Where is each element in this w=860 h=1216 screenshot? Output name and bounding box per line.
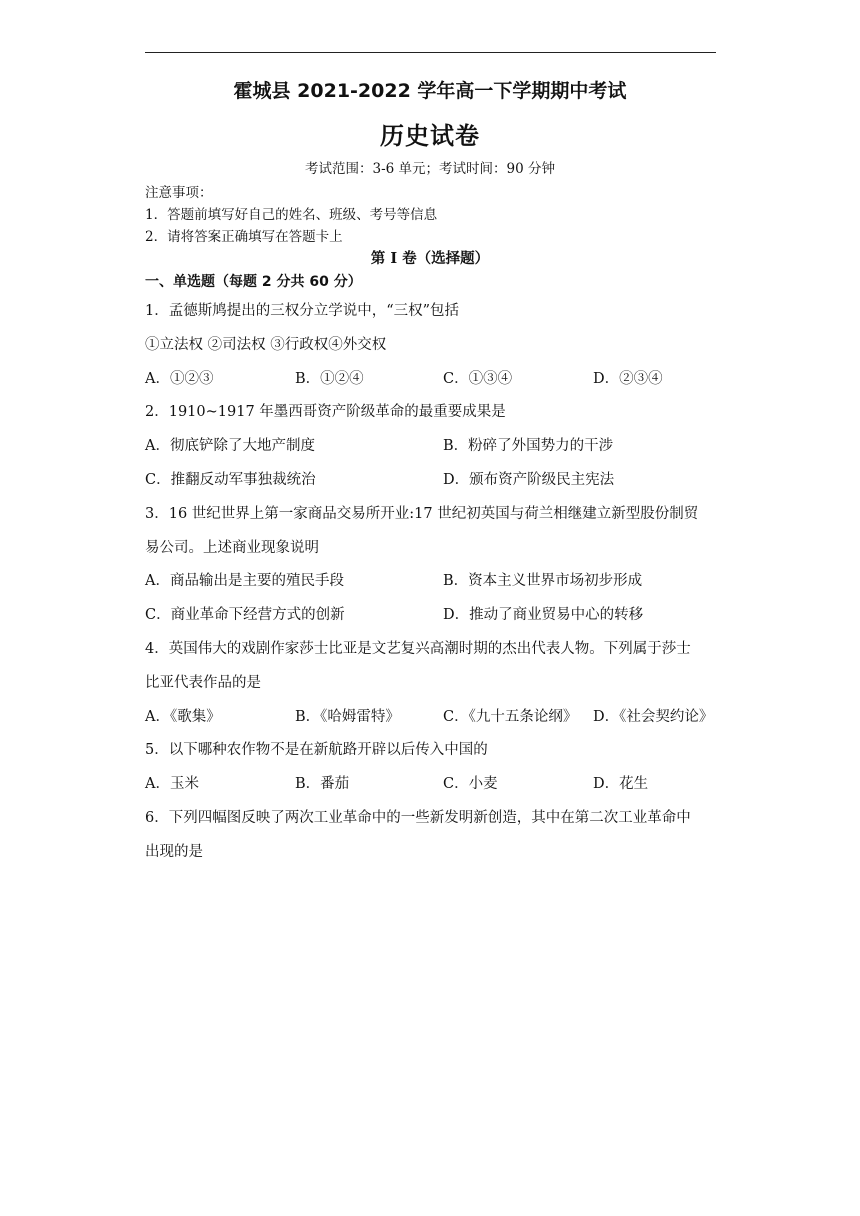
question-stem: 1．孟德斯鸠提出的三权分立学说中，“三权”包括 xyxy=(145,303,460,319)
option-b: B．粉碎了外国势力的干涉 xyxy=(443,438,614,454)
option-d: D．推动了商业贸易中心的转移 xyxy=(443,607,644,623)
subject-title: 历史试卷 xyxy=(380,122,480,150)
option-c: C．商业革命下经营方式的创新 xyxy=(145,607,345,623)
option-c: C．①③④ xyxy=(443,371,513,387)
option-a: A．玉米 xyxy=(145,776,199,792)
question-stem: ①立法权 ②司法权 ③行政权④外交权 xyxy=(145,337,387,353)
question-stem: 比亚代表作品的是 xyxy=(145,675,261,691)
part-title: 一、单选题（每题 2 分共 60 分） xyxy=(145,274,362,290)
question-stem: 出现的是 xyxy=(145,844,203,860)
option-c: C．推翻反动军事独裁统治 xyxy=(145,472,316,488)
option-a: A．彻底铲除了大地产制度 xyxy=(145,438,315,454)
option-b: B．资本主义世界市场初步形成 xyxy=(443,573,643,589)
option-c: C．《九十五条论纲》 xyxy=(443,709,578,725)
notes-heading: 注意事项： xyxy=(145,185,213,201)
option-a: A．《歌集》 xyxy=(145,709,221,725)
header-rule xyxy=(145,52,716,53)
exam-title: 霍城县 2021-2022 学年高一下学期期中考试 xyxy=(233,80,627,102)
option-b: B．①②④ xyxy=(295,371,364,387)
option-a: A．①②③ xyxy=(145,371,214,387)
section-title: 第 I 卷（选择题） xyxy=(370,250,490,267)
option-b: B．番茄 xyxy=(295,776,350,792)
option-b: B．《哈姆雷特》 xyxy=(295,709,400,725)
option-a: A．商品输出是主要的殖民手段 xyxy=(145,573,344,589)
note-item: 2．请将答案正确填写在答题卡上 xyxy=(145,229,343,245)
option-d: D．《社会契约论》 xyxy=(593,709,714,725)
option-d: D．花生 xyxy=(593,776,649,792)
question-stem: 5．以下哪种农作物不是在新航路开辟以后传入中国的 xyxy=(145,742,488,758)
question-stem: 2．1910~1917 年墨西哥资产阶级革命的最重要成果是 xyxy=(145,404,506,420)
option-c: C．小麦 xyxy=(443,776,498,792)
question-stem: 4．英国伟大的戏剧作家莎士比亚是文艺复兴高潮时期的杰出代表人物。下列属于莎士 xyxy=(145,641,691,657)
exam-info: 考试范围：3-6 单元；考试时间：90 分钟 xyxy=(304,161,555,177)
note-item: 1．答题前填写好自己的姓名、班级、考号等信息 xyxy=(145,207,438,223)
question-stem: 3．16 世纪世界上第一家商品交易所开业:17 世纪初英国与荷兰相继建立新型股份制贸 xyxy=(145,506,699,522)
option-d: D．②③④ xyxy=(593,371,663,387)
question-stem: 易公司。上述商业现象说明 xyxy=(145,540,319,556)
option-d: D．颁布资产阶级民主宪法 xyxy=(443,472,615,488)
question-stem: 6．下列四幅图反映了两次工业革命中的一些新发明新创造，其中在第二次工业革命中 xyxy=(145,810,691,826)
